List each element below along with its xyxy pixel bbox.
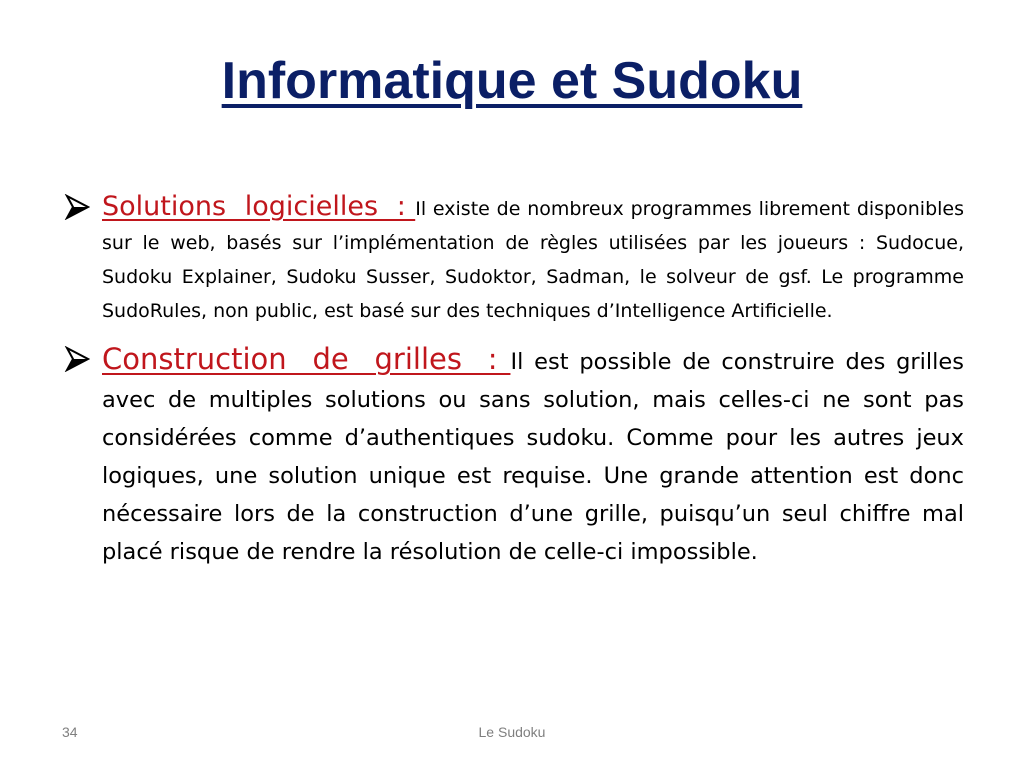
page-number: 34 bbox=[62, 724, 78, 740]
slide-content bbox=[62, 190, 964, 583]
bullet-construction-grilles bbox=[62, 340, 964, 571]
arrow-bullet-icon bbox=[64, 194, 90, 220]
slide-title: Informatique et Sudoku bbox=[221, 52, 803, 110]
bullet-text: Il est possible de construire des grilles avec de multiples solutions ou sans solution, mais celles-ci ne sont pas considérées comme d’authentiques sudoku. Comme pour les autres jeux logiques, une solution unique est requise. Une grande attention est donc nécessaire lors de la construction d’une grille, puisqu’un seul chiffre mal placé risque de rendre la résolution de celle-ci impossible. bbox=[102, 349, 964, 565]
bullet-text: Il existe de nombreux programmes librement disponibles sur le web, basés sur l’implémentation de règles utilisées par les joueurs : Sudocue, Sudoku Explainer, Sudoku Susser, Sudoktor, Sadman, le solveur de gsf. Le programme SudoRules, non public, est basé sur des techniques d’Intelligence Artificielle. bbox=[102, 198, 964, 322]
bullet-heading: Construction de grilles : bbox=[102, 342, 511, 376]
bullet-solutions-logicielles bbox=[62, 190, 964, 328]
bullet-heading: Solutions logicielles : bbox=[102, 191, 416, 222]
arrow-bullet-icon bbox=[64, 346, 90, 372]
footer-title: Le Sudoku bbox=[478, 724, 546, 740]
